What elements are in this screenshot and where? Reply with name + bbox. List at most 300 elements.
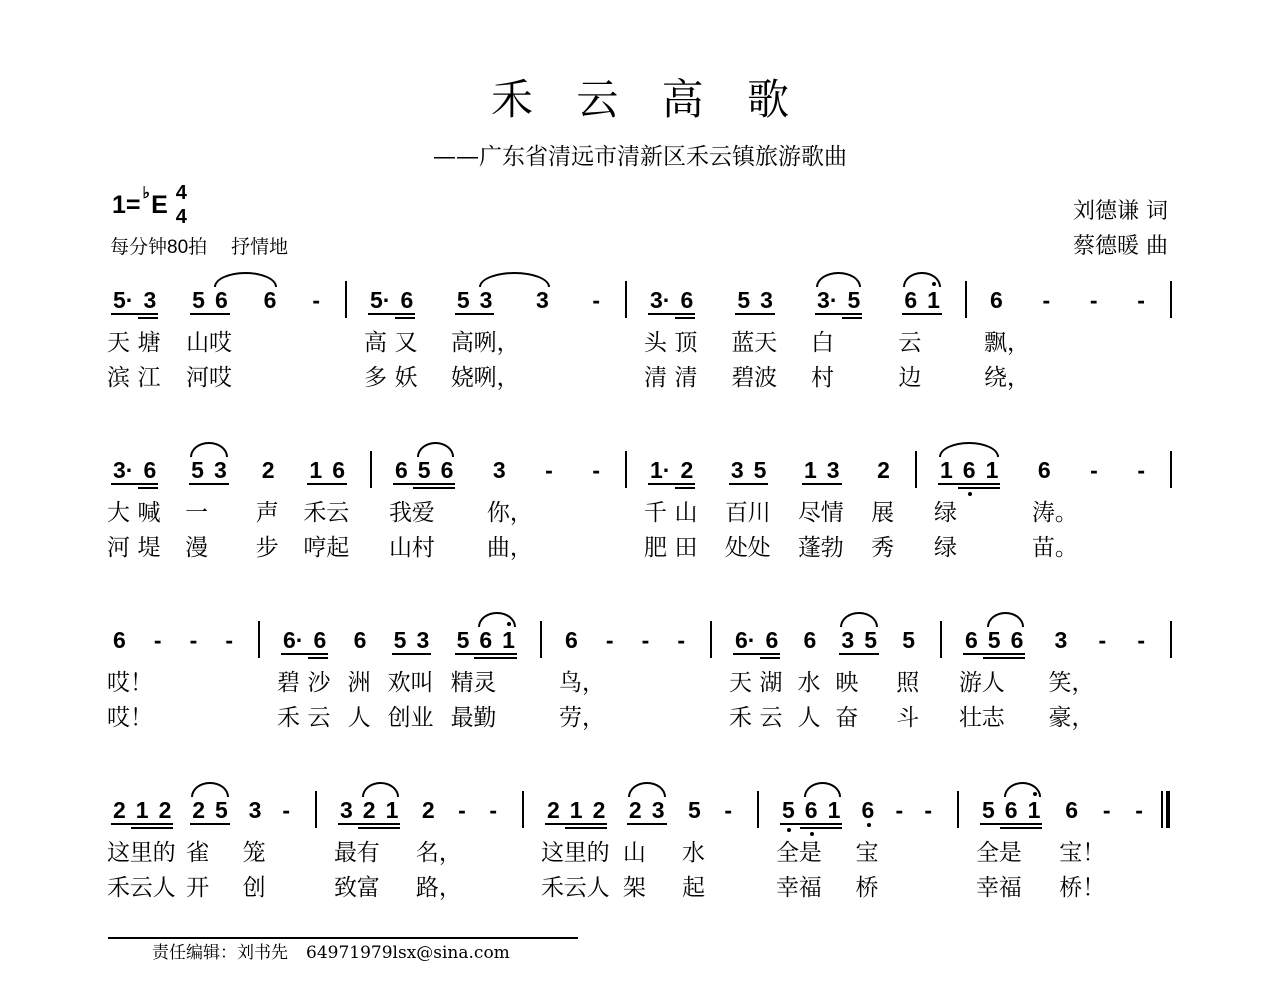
note-dash bbox=[1132, 620, 1150, 660]
note-digit: 2 bbox=[192, 797, 206, 823]
note-digit: 6 bbox=[113, 627, 126, 653]
lyric-verse-1: 笼 bbox=[242, 840, 266, 866]
lyric-verse-1: 山 bbox=[674, 500, 698, 526]
lyric-verse-1: 又 bbox=[394, 330, 418, 356]
lyric-verse-2: 斗 bbox=[896, 705, 920, 731]
beat bbox=[347, 620, 372, 731]
note-digit: 5· bbox=[113, 287, 134, 313]
underline bbox=[338, 823, 400, 825]
underline bbox=[815, 313, 862, 315]
lyric-verse-1: 百 bbox=[724, 500, 748, 526]
lyric-verse-2: 致 bbox=[334, 875, 357, 901]
note-dash bbox=[891, 790, 909, 830]
underline bbox=[733, 653, 780, 655]
lyric-verse-1: 蓝 bbox=[731, 330, 755, 356]
measure bbox=[106, 620, 258, 731]
lyric-verse-1: 沙 bbox=[307, 670, 331, 696]
dash-mark: - bbox=[677, 627, 685, 653]
dash-mark: - bbox=[1042, 287, 1051, 313]
footer bbox=[152, 942, 510, 964]
note-digit: 3 bbox=[340, 797, 353, 823]
note-dash bbox=[307, 280, 325, 320]
lyric-verse-2: 云 bbox=[759, 705, 783, 731]
note-digit: 6 bbox=[765, 627, 779, 653]
beat bbox=[891, 790, 909, 830]
note-dash bbox=[540, 450, 558, 490]
lyric-verse-1: 游 bbox=[959, 670, 982, 696]
underline bbox=[983, 657, 1006, 659]
lyric-verse-1: 湖 bbox=[759, 670, 783, 696]
slur bbox=[479, 272, 550, 287]
lyric-verse-1: 飘， bbox=[984, 330, 1030, 356]
note-digit: 3· bbox=[113, 457, 134, 483]
lyric-verse-2: 漫 bbox=[185, 535, 209, 561]
lyric-verse-1: 云 bbox=[326, 500, 350, 526]
note-digit: 2 bbox=[362, 797, 376, 823]
note-digit: 1 bbox=[827, 797, 841, 823]
beat bbox=[486, 450, 533, 561]
barline bbox=[1170, 451, 1172, 488]
beat bbox=[541, 790, 610, 901]
lyric-verse-1: 精 bbox=[450, 670, 474, 696]
note-digit: 6 bbox=[1037, 457, 1051, 483]
underline bbox=[823, 827, 843, 829]
underline bbox=[565, 827, 588, 829]
lyric-verse-1: 我 bbox=[389, 500, 412, 526]
underline bbox=[392, 653, 432, 655]
lyric-verse-2: 云 bbox=[563, 875, 587, 901]
note bbox=[347, 620, 372, 731]
underline bbox=[393, 483, 455, 485]
underline bbox=[111, 483, 158, 485]
underline bbox=[648, 483, 695, 485]
lyric-verse-1: 爱 bbox=[411, 500, 435, 526]
note-digit: 5 bbox=[847, 287, 861, 313]
lyric-verse-2: 禾 bbox=[107, 875, 130, 901]
lyric-verse-1: 里 bbox=[129, 840, 153, 866]
underline bbox=[627, 823, 667, 825]
editor-credit: 责任编辑：刘书先 bbox=[152, 943, 288, 963]
lyric-verse-2: 壮 bbox=[959, 705, 982, 731]
measure bbox=[710, 620, 940, 731]
beat bbox=[277, 790, 295, 830]
time-signature-bottom: 4 bbox=[175, 206, 187, 228]
dash-mark: - bbox=[1135, 797, 1143, 823]
underline bbox=[963, 653, 1025, 655]
dash-mark: - bbox=[1137, 457, 1145, 483]
lyric-verse-2: 哎！ bbox=[107, 705, 153, 731]
note-digit: 5 bbox=[191, 457, 204, 483]
note-digit: 6 bbox=[395, 457, 408, 483]
lyric-verse-1: 灵 bbox=[473, 670, 497, 696]
lyric-verse-2: 江 bbox=[137, 365, 161, 391]
dash-mark: - bbox=[282, 797, 290, 823]
score-row bbox=[0, 790, 1280, 910]
lyric-verse-2: 创 bbox=[387, 705, 411, 731]
lyric-verse-1: 展 bbox=[871, 500, 895, 526]
note-digit: 6 bbox=[1004, 797, 1018, 823]
lyric-verse-2: 咧， bbox=[473, 365, 520, 391]
beat bbox=[1048, 620, 1095, 731]
beat bbox=[1098, 790, 1116, 830]
note-digit: 3 bbox=[143, 287, 157, 313]
lyric-verse-1: 你， bbox=[486, 500, 533, 526]
beat bbox=[1132, 450, 1150, 490]
note-digit: 6 bbox=[400, 287, 414, 313]
lyric-verse-1: 川 bbox=[747, 500, 771, 526]
note-digit: 6 bbox=[965, 627, 978, 653]
underline bbox=[842, 317, 862, 319]
lyric-verse-2: 奋 bbox=[835, 705, 859, 731]
note-digit: 6 bbox=[904, 287, 918, 313]
beat bbox=[303, 450, 350, 561]
note-digit: 1· bbox=[650, 457, 671, 483]
underline bbox=[358, 827, 381, 829]
underline bbox=[190, 823, 230, 825]
underline bbox=[497, 657, 517, 659]
note-digit: 5 bbox=[782, 797, 795, 823]
slur bbox=[939, 442, 999, 457]
note-dash bbox=[719, 790, 737, 830]
measure bbox=[625, 450, 915, 561]
note-dash bbox=[220, 620, 238, 660]
dash-mark: - bbox=[1137, 287, 1145, 313]
note bbox=[1048, 620, 1095, 731]
octave-dot-low bbox=[968, 492, 972, 496]
flat-sign: ♭ bbox=[142, 185, 151, 202]
note-digit: 6 bbox=[353, 627, 367, 653]
note bbox=[559, 620, 605, 731]
beat bbox=[1059, 790, 1106, 901]
dash-mark: - bbox=[592, 457, 600, 483]
note-digit: 6 bbox=[680, 287, 694, 313]
lyric-verse-2: 起 bbox=[682, 875, 706, 901]
note-digit: 5 bbox=[737, 287, 751, 313]
note-digit: 3 bbox=[1054, 627, 1068, 653]
lyric-verse-1: 叫 bbox=[410, 670, 434, 696]
lyric-verse-1: 涛。 bbox=[1031, 500, 1078, 526]
measure bbox=[965, 280, 1170, 391]
beat bbox=[540, 450, 558, 490]
beat bbox=[255, 450, 280, 561]
lyric-verse-2: 哼 bbox=[303, 535, 327, 561]
note-dash bbox=[1085, 280, 1103, 320]
lyric-verse-2: 最 bbox=[450, 705, 474, 731]
note-digit: 3 bbox=[248, 797, 262, 823]
underline bbox=[455, 653, 517, 655]
octave-dot-low bbox=[867, 823, 871, 827]
lyric-verse-2: 开 bbox=[186, 875, 210, 901]
lyric-verse-2: 云 bbox=[129, 875, 153, 901]
beat bbox=[731, 280, 778, 391]
underline bbox=[281, 653, 328, 655]
note-digit: 1 bbox=[985, 457, 999, 483]
underline bbox=[1023, 827, 1043, 829]
underline bbox=[455, 313, 495, 315]
lyric-verse-2: 架 bbox=[622, 875, 646, 901]
measure bbox=[757, 790, 957, 901]
lyric-verse-1: 大 bbox=[107, 500, 130, 526]
lyric-verse-1: 一 bbox=[185, 500, 209, 526]
dash-mark: - bbox=[189, 627, 198, 653]
lyric-verse-1: 水 bbox=[682, 840, 706, 866]
lyric-verse-1: 雀 bbox=[186, 840, 210, 866]
lyric-verse-1: 喊 bbox=[137, 500, 161, 526]
slur bbox=[478, 612, 516, 627]
dash-mark: - bbox=[924, 797, 932, 823]
lyric-verse-2: 禾 bbox=[541, 875, 564, 901]
beat bbox=[1085, 450, 1103, 490]
note-dash bbox=[149, 620, 167, 660]
score-row bbox=[0, 280, 1280, 400]
lyric-verse-2: 路， bbox=[415, 875, 462, 901]
beat bbox=[871, 450, 895, 561]
note-dash bbox=[1098, 790, 1116, 830]
lyric-verse-2: 苗。 bbox=[1031, 535, 1078, 561]
underline bbox=[190, 313, 230, 315]
note-digit: 6· bbox=[283, 627, 304, 653]
beat bbox=[719, 790, 737, 830]
lyric-verse-2: 娆 bbox=[450, 365, 474, 391]
dash-mark: - bbox=[641, 627, 650, 653]
measure bbox=[370, 450, 625, 561]
lyric-verse-2: 桥！ bbox=[1059, 875, 1106, 901]
key-prefix: 1= bbox=[112, 191, 141, 219]
lyric-verse-1: 尽 bbox=[798, 500, 821, 526]
note-digit: 5 bbox=[192, 287, 205, 313]
lyric-verse-2: 人 bbox=[347, 705, 371, 731]
lyric-verse-2: 桥 bbox=[855, 875, 879, 901]
slur bbox=[190, 442, 228, 457]
note-digit: 1 bbox=[569, 797, 583, 823]
note-dash bbox=[1094, 620, 1112, 660]
note-digit: 5 bbox=[864, 627, 878, 653]
underline bbox=[111, 313, 158, 315]
lyric-verse-2: 堤 bbox=[137, 535, 161, 561]
beat bbox=[1085, 280, 1103, 320]
lyric-verse-1: 欢 bbox=[387, 670, 411, 696]
underline bbox=[648, 313, 695, 315]
beat bbox=[984, 280, 1030, 391]
lyric-verse-2: 绕， bbox=[984, 365, 1030, 391]
lyric-verse-1: 笑， bbox=[1048, 670, 1095, 696]
lyric-verse-2: 多 bbox=[364, 365, 387, 391]
note-dash bbox=[1038, 280, 1056, 320]
lyric-verse-2: 福 bbox=[798, 875, 822, 901]
note-dash bbox=[277, 790, 295, 830]
beat bbox=[453, 790, 471, 830]
underline bbox=[413, 487, 436, 489]
note-digit: 2 bbox=[113, 797, 126, 823]
underline bbox=[839, 653, 879, 655]
note-digit: 6 bbox=[1010, 627, 1024, 653]
underline bbox=[735, 313, 775, 315]
note-digit: 3 bbox=[416, 627, 430, 653]
note bbox=[896, 620, 920, 731]
beat bbox=[896, 620, 920, 731]
underline bbox=[368, 313, 415, 315]
lyric-verse-1: 是 bbox=[998, 840, 1022, 866]
beat bbox=[1038, 280, 1056, 320]
note-dash bbox=[587, 280, 605, 320]
underline bbox=[675, 487, 695, 489]
lyric-verse-2: 碧 bbox=[731, 365, 755, 391]
beat bbox=[637, 620, 655, 660]
lyric-verse-1: 是 bbox=[798, 840, 822, 866]
measure bbox=[957, 790, 1168, 901]
lyric-verse-2: 绿 bbox=[934, 535, 957, 561]
note bbox=[486, 450, 533, 561]
note-dash bbox=[453, 790, 471, 830]
underline bbox=[760, 657, 780, 659]
lyric-verse-1: 鸟， bbox=[559, 670, 605, 696]
note-digit: 3 bbox=[730, 457, 744, 483]
note bbox=[107, 620, 153, 731]
note bbox=[855, 790, 880, 901]
lyric-verse-1: 高 bbox=[450, 330, 474, 356]
beat bbox=[1130, 790, 1148, 830]
lyric-verse-1: 千 bbox=[644, 500, 667, 526]
slur bbox=[903, 272, 941, 287]
beat bbox=[919, 790, 937, 830]
lyric-verse-1: 云 bbox=[898, 330, 922, 356]
beat bbox=[1094, 620, 1112, 660]
score-row bbox=[0, 450, 1280, 570]
lyric-verse-2: 人 bbox=[152, 875, 176, 901]
note-dash bbox=[1130, 790, 1148, 830]
lyric-verse-2: 处 bbox=[747, 535, 771, 561]
lyric-verse-2: 处 bbox=[724, 535, 748, 561]
lyric-verse-2: 波 bbox=[754, 365, 778, 391]
note-digit: 1 bbox=[385, 797, 399, 823]
dash-mark: - bbox=[592, 287, 600, 313]
note-digit: 5 bbox=[753, 457, 767, 483]
note-digit: 6· bbox=[735, 627, 756, 653]
lyric-verse-1: 山 bbox=[622, 840, 646, 866]
lyric-verse-1: 人 bbox=[981, 670, 1005, 696]
lyric-verse-2: 幸 bbox=[976, 875, 999, 901]
note-dash bbox=[185, 620, 203, 660]
lyric-verse-2: 山 bbox=[389, 535, 412, 561]
lyric-verse-2: 滨 bbox=[107, 365, 130, 391]
beat bbox=[107, 620, 153, 731]
note-dash bbox=[587, 450, 605, 490]
lyric-verse-1: 宝 bbox=[855, 840, 879, 866]
lyric-verse-2: 志 bbox=[981, 705, 1005, 731]
lyric-verse-2: 福 bbox=[998, 875, 1022, 901]
beat bbox=[855, 790, 880, 901]
underline bbox=[981, 487, 1001, 489]
underline bbox=[729, 483, 769, 485]
beat bbox=[729, 620, 783, 731]
note-dash bbox=[1132, 280, 1150, 320]
barline bbox=[1170, 281, 1172, 318]
beat bbox=[682, 790, 706, 901]
barline bbox=[1170, 621, 1172, 658]
lyric-verse-2: 村 bbox=[411, 535, 435, 561]
slur bbox=[804, 782, 842, 797]
note-digit: 1 bbox=[940, 457, 953, 483]
note-digit: 5 bbox=[417, 457, 431, 483]
note-digit: 3· bbox=[817, 287, 838, 313]
note-digit: 6 bbox=[1065, 797, 1078, 823]
note-digit: 6 bbox=[861, 797, 875, 823]
note-dash bbox=[919, 790, 937, 830]
note-digit: 5 bbox=[215, 797, 228, 823]
note-digit: 6 bbox=[803, 627, 817, 653]
page-title: 禾 云 高 歌 bbox=[490, 75, 805, 124]
note-digit: 3 bbox=[213, 457, 227, 483]
underline bbox=[436, 487, 456, 489]
note-digit: 1 bbox=[502, 627, 515, 653]
lyric-verse-2: 起 bbox=[326, 535, 350, 561]
note-digit: 6 bbox=[990, 287, 1003, 313]
lyric-verse-1: 名， bbox=[415, 840, 462, 866]
beat bbox=[107, 790, 176, 901]
lyric-verse-2: 云 bbox=[307, 705, 331, 731]
beat bbox=[415, 790, 462, 901]
slur bbox=[987, 612, 1025, 627]
time-signature-top: 4 bbox=[175, 182, 187, 204]
note-digit: 2 bbox=[680, 457, 694, 483]
lyric-verse-2: 妖 bbox=[394, 365, 418, 391]
slur bbox=[628, 782, 666, 797]
lyric-verse-2: 哎 bbox=[208, 365, 232, 391]
lyric-verse-2: 田 bbox=[674, 535, 698, 561]
note-digit: 3 bbox=[760, 287, 773, 313]
beat bbox=[364, 280, 418, 391]
lyric-verse-1: 宝！ bbox=[1059, 840, 1106, 866]
lyric-verse-2: 人 bbox=[797, 705, 821, 731]
note-digit: 3 bbox=[479, 287, 493, 313]
beat bbox=[672, 620, 690, 660]
note-digit: 6 bbox=[313, 627, 327, 653]
slur bbox=[362, 782, 400, 797]
dash-mark: - bbox=[1089, 287, 1098, 313]
beat bbox=[1031, 450, 1078, 561]
note-digit: 5 bbox=[987, 627, 1001, 653]
beat bbox=[559, 620, 605, 731]
beat bbox=[277, 620, 331, 731]
note-dash bbox=[637, 620, 655, 660]
note-digit: 5 bbox=[456, 627, 470, 653]
note-digit: 6 bbox=[440, 457, 454, 483]
note-digit: 5 bbox=[688, 797, 701, 823]
lyric-verse-1: 禾 bbox=[303, 500, 327, 526]
note-digit: 3 bbox=[651, 797, 665, 823]
lyric-verse-1: 头 bbox=[644, 330, 667, 356]
underline bbox=[902, 313, 942, 315]
lyric-verse-1: 照 bbox=[896, 670, 920, 696]
beat bbox=[107, 450, 161, 561]
note-digit: 5 bbox=[902, 627, 915, 653]
slur bbox=[1004, 782, 1042, 797]
note-dash bbox=[672, 620, 690, 660]
lyric-verse-1: 情 bbox=[820, 500, 844, 526]
underline bbox=[1000, 827, 1023, 829]
lyric-verse-2: 豪， bbox=[1048, 705, 1095, 731]
note bbox=[984, 280, 1030, 391]
lyric-verse-1: 映 bbox=[835, 670, 859, 696]
underline bbox=[802, 483, 842, 485]
lyric-verse-1: 的 bbox=[152, 840, 176, 866]
lyric-verse-2: 富 bbox=[356, 875, 380, 901]
note-digit: 3 bbox=[492, 457, 506, 483]
lyric-verse-2: 步 bbox=[255, 535, 279, 561]
note bbox=[255, 450, 280, 561]
beat bbox=[220, 620, 238, 660]
lyric-verse-2: 村 bbox=[811, 365, 835, 391]
